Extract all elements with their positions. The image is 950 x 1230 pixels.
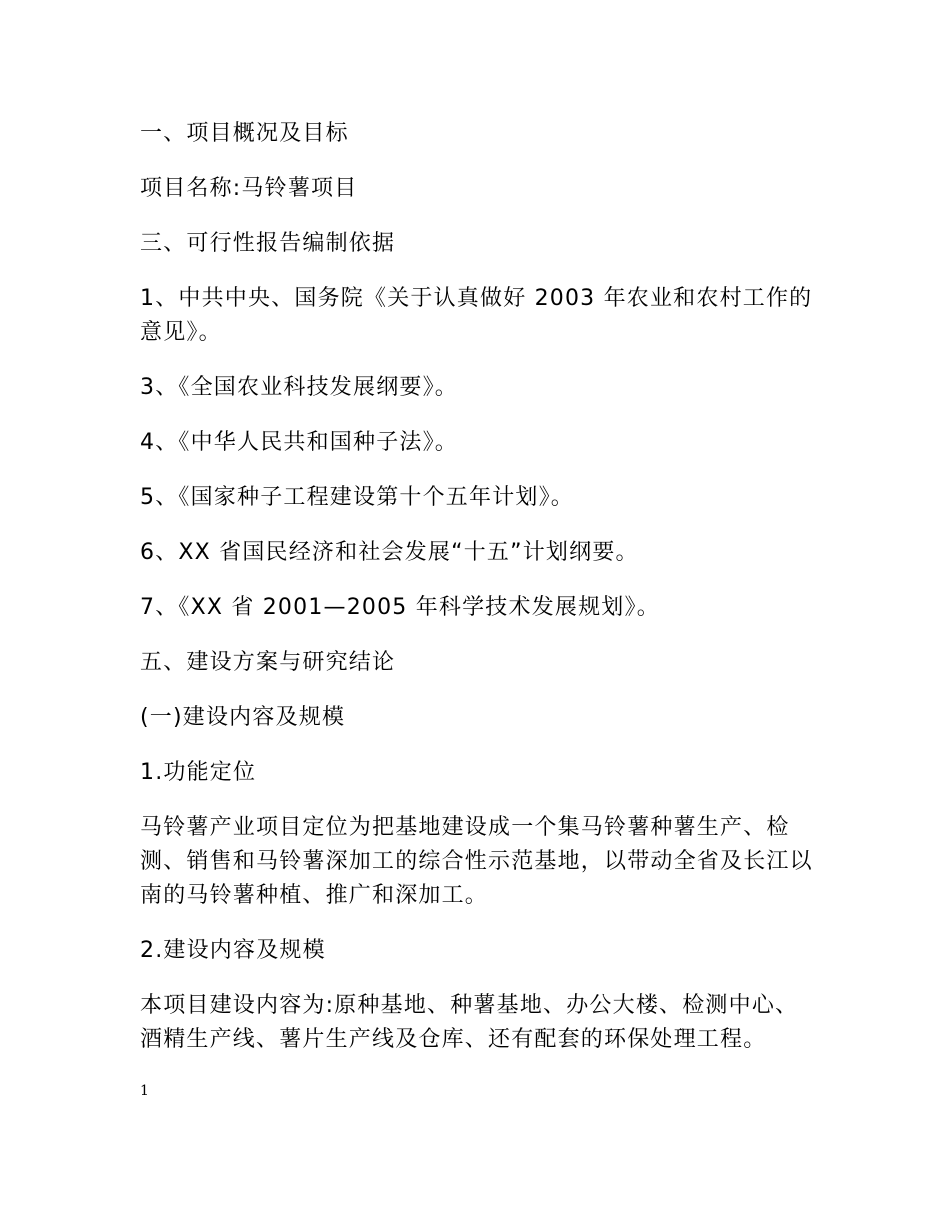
document-body <box>140 117 820 1078</box>
function-positioning-text: 马铃薯产业项目定位为把基地建设成一个集马铃薯种薯生产、检测、销售和马铃薯深加工的综合性示范基地，以带动全省及长江以南的马铃薯种植、推广和深加工。 <box>140 815 813 908</box>
heading-construction-plan: 五、建设方案与研究结论 <box>140 650 396 675</box>
basis-item-5: 5、《国家种子工程建设第十个五年计划》。 <box>140 485 574 510</box>
subheading-function-positioning: 1.功能定位 <box>140 760 257 785</box>
heading-project-overview: 一、项目概况及目标 <box>140 121 349 146</box>
page-number: 1 <box>140 1083 149 1099</box>
basis-item-7: 7、《XX 省 2001—2005 年科学技术发展规划》。 <box>140 595 660 620</box>
basis-item-4: 4、《中华人民共和国种子法》。 <box>140 430 458 455</box>
basis-item-3: 3、《全国农业科技发展纲要》。 <box>140 375 458 400</box>
project-name-line: 项目名称:马铃薯项目 <box>140 176 358 201</box>
subheading-content-scale: 2.建设内容及规模 <box>140 938 326 963</box>
content-scale-text: 本项目建设内容为:原种基地、种薯基地、办公大楼、检测中心、酒精生产线、薯片生产线及仓库、还有配套的环保处理工程。 <box>140 993 799 1052</box>
basis-item-1: 1、中共中央、国务院《关于认真做好 2003 年农业和农村工作的意见》。 <box>140 286 813 345</box>
heading-feasibility-basis: 三、可行性报告编制依据 <box>140 231 396 256</box>
basis-item-6: 6、XX 省国民经济和社会发展“十五”计划纲要。 <box>140 540 639 565</box>
subheading-construction-content: (一)建设内容及规模 <box>140 705 346 730</box>
